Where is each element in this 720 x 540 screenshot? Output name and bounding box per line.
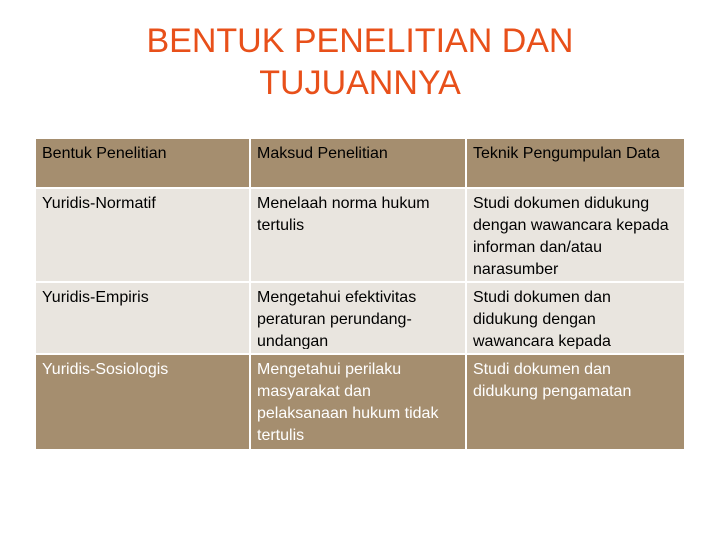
table-cell: Menelaah norma hukum tertulis: [251, 189, 467, 283]
table-cell: Mengetahui perilaku masyarakat dan pelaksanaan hukum tidak tertulis: [251, 355, 467, 451]
slide-title: [0, 20, 720, 104]
header-cell-maksud: Maksud Penelitian: [251, 139, 467, 189]
table-row: [36, 355, 684, 451]
table-cell: [251, 283, 467, 355]
table-cell-text: Mengetahui efektivitas peraturan perundang-undangan: [257, 289, 417, 349]
table-cell-text: Yuridis-Empiris: [42, 289, 149, 306]
table-row: [36, 283, 684, 355]
table-cell: Studi dokumen dan didukung pengamatan: [467, 355, 684, 451]
table-cell: [36, 283, 251, 355]
table-cell: Yuridis-Sosiologis: [36, 355, 251, 451]
slide-title-line-2: TUJUANNYA: [259, 64, 461, 102]
table-cell: Yuridis-Normatif: [36, 189, 251, 283]
table-cell: Studi dokumen didukung dengan wawancara kepada informan dan/atau narasumber: [467, 189, 684, 283]
table-row: [36, 189, 684, 283]
research-table: [36, 139, 684, 451]
table-cell: [467, 283, 684, 355]
header-cell-teknik: Teknik Pengumpulan Data: [467, 139, 684, 189]
header-cell-bentuk: Bentuk Penelitian: [36, 139, 251, 189]
table-cell-text: Studi dokumen dan didukung dengan wawancara kepada: [473, 289, 611, 349]
table-header-row: [36, 139, 684, 189]
slide-title-line-1: BENTUK PENELITIAN DAN: [146, 22, 574, 60]
